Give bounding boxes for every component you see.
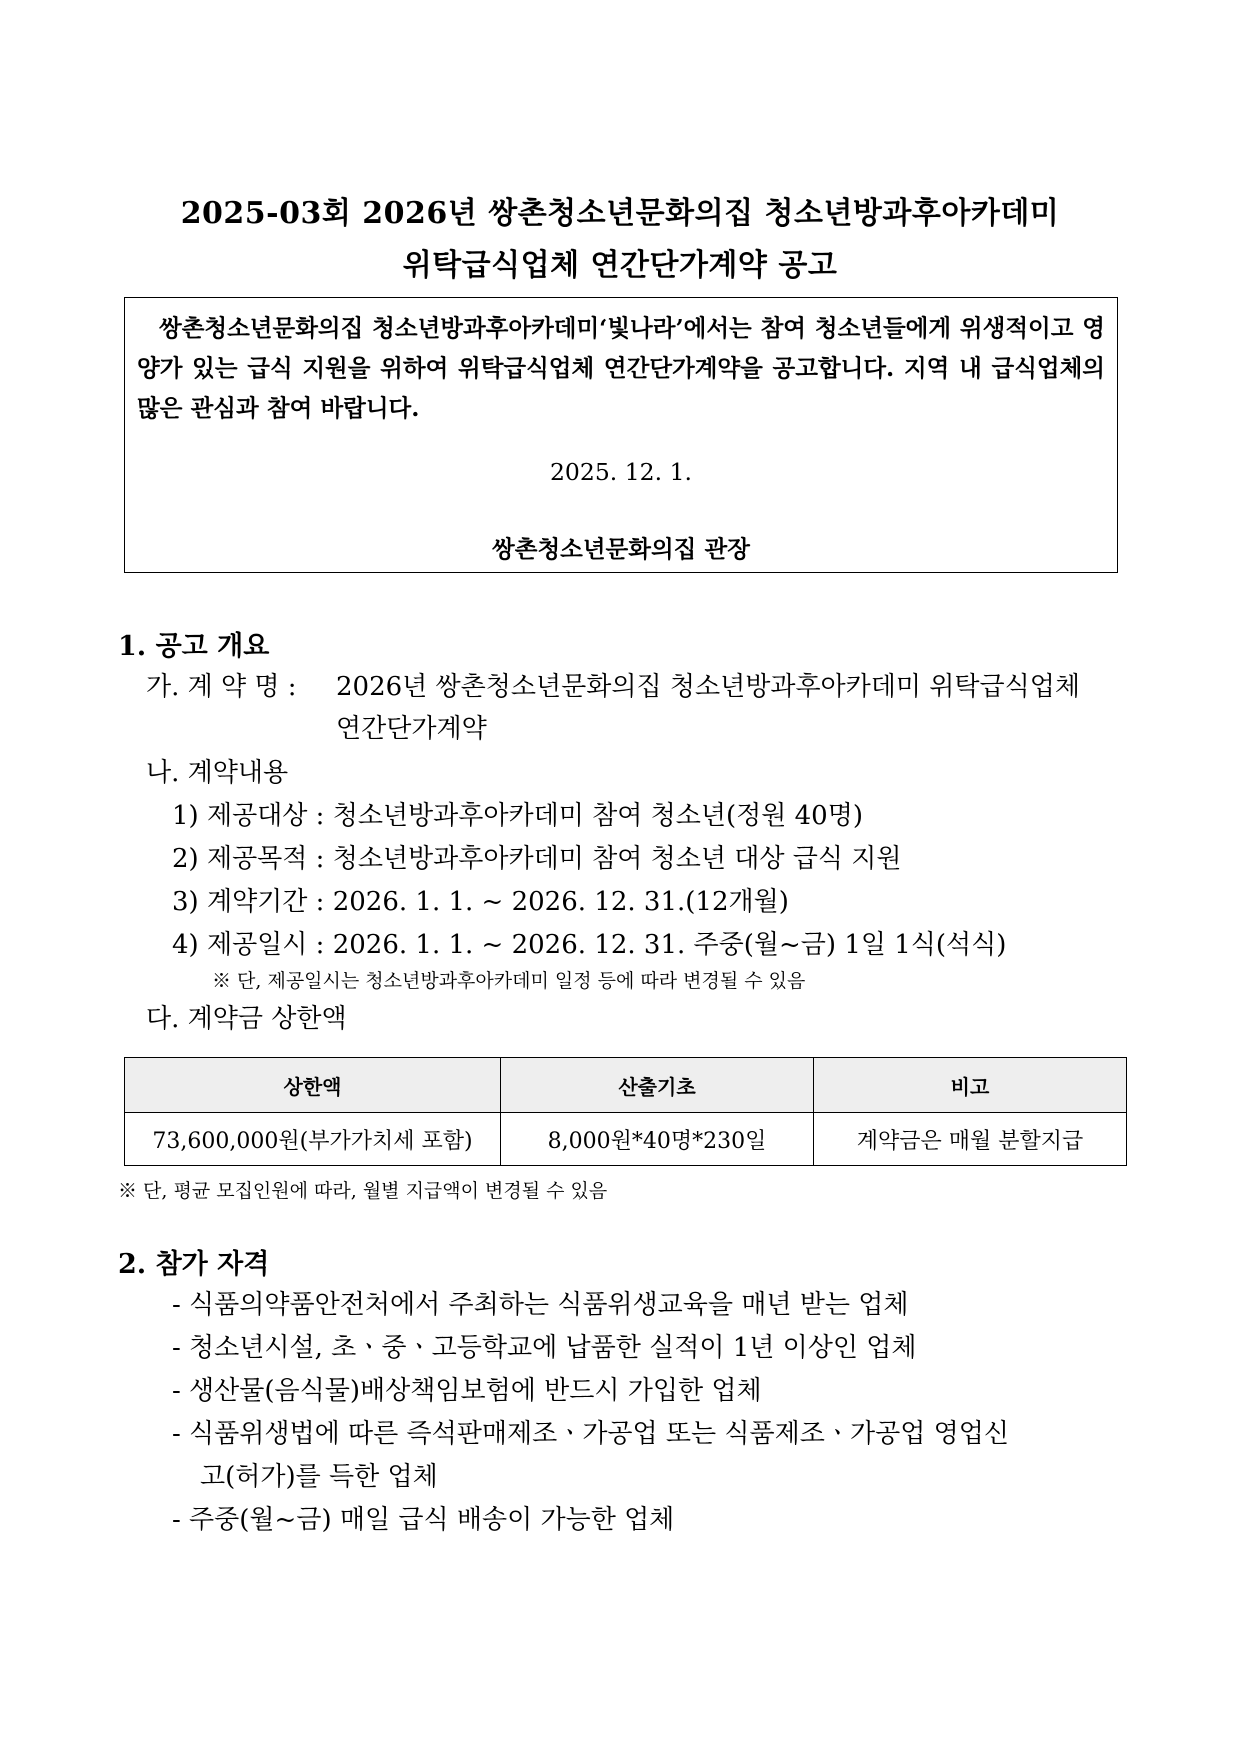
eligibility-item: - 청소년시설, 초ㆍ중ㆍ고등학교에 납품한 실적이 1년 이상인 업체 [172, 1333, 917, 1363]
eligibility-item-cont: 고(허가)를 득한 업체 [200, 1462, 438, 1492]
notice-body: 쌍촌청소년문화의집 청소년방과후아카데미‘빛나라’에서는 참여 청소년들에게 위생적이고 영양가 있는 급식 지원을 위하여 위탁급식업체 연간단가계약을 공고합니다. 지역 내 급식업체의 많은 관심과 참여 바랍니다. [137, 314, 1105, 422]
table-row [125, 1113, 1127, 1166]
table-cell: 73,600,000원(부가가치세 포함) [125, 1113, 501, 1166]
eligibility-item: - 생산물(음식물)배상책임보험에 반드시 가입한 업체 [172, 1376, 762, 1406]
notice-box [124, 297, 1118, 573]
contract-content-label: 나. 계약내용 [146, 758, 289, 788]
contract-name-label: 가. 계 약 명 : [146, 672, 297, 702]
section-2-heading: 2. 참가 자격 [118, 1249, 270, 1280]
document-title-line-2: 위탁급식업체 연간단가계약 공고 [402, 248, 838, 283]
content-item: 1) 제공대상 : 청소년방과후아카데미 참여 청소년(정원 40명) [172, 801, 863, 831]
contract-amount-label: 다. 계약금 상한액 [146, 1004, 347, 1034]
content-note: ※ 단, 제공일시는 청소년방과후아카데미 일정 등에 따라 변경될 수 있음 [212, 970, 806, 992]
table-header-cell: 산출기초 [501, 1058, 814, 1113]
contract-name-value: 2026년 쌍촌청소년문화의집 청소년방과후아카데미 위탁급식업체 [336, 672, 1080, 702]
section-1-heading: 1. 공고 개요 [118, 631, 270, 662]
content-item: 2) 제공목적 : 청소년방과후아카데미 참여 청소년 대상 급식 지원 [172, 844, 902, 874]
table-cell: 계약금은 매월 분할지급 [814, 1113, 1127, 1166]
table-cell: 8,000원*40명*230일 [501, 1113, 814, 1166]
table-header-cell: 비고 [814, 1058, 1127, 1113]
eligibility-item: - 식품의약품안전처에서 주최하는 식품위생교육을 매년 받는 업체 [172, 1290, 909, 1320]
contract-name-value-cont: 연간단가계약 [336, 714, 487, 744]
eligibility-item: - 주중(월~금) 매일 급식 배송이 가능한 업체 [172, 1505, 675, 1535]
table-note: ※ 단, 평균 모집인원에 따라, 월별 지급액이 변경될 수 있음 [118, 1180, 608, 1202]
contract-amount-table [124, 1057, 1127, 1166]
document-title-line-1: 2025-03회 2026년 쌍촌청소년문화의집 청소년방과후아카데미 [180, 196, 1060, 231]
notice-date: 2025. 12. 1. [549, 458, 692, 486]
table-header-cell: 상한액 [125, 1058, 501, 1113]
notice-signature: 쌍촌청소년문화의집 관장 [492, 535, 750, 563]
content-item: 3) 계약기간 : 2026. 1. 1. ~ 2026. 12. 31.(12개월) [172, 887, 789, 917]
eligibility-item: - 식품위생법에 따른 즉석판매제조ㆍ가공업 또는 식품제조ㆍ가공업 영업신 [172, 1419, 1009, 1449]
table-header-row [125, 1058, 1127, 1113]
content-item: 4) 제공일시 : 2026. 1. 1. ~ 2026. 12. 31. 주중(월~금) 1일 1식(석식) [172, 930, 1007, 960]
